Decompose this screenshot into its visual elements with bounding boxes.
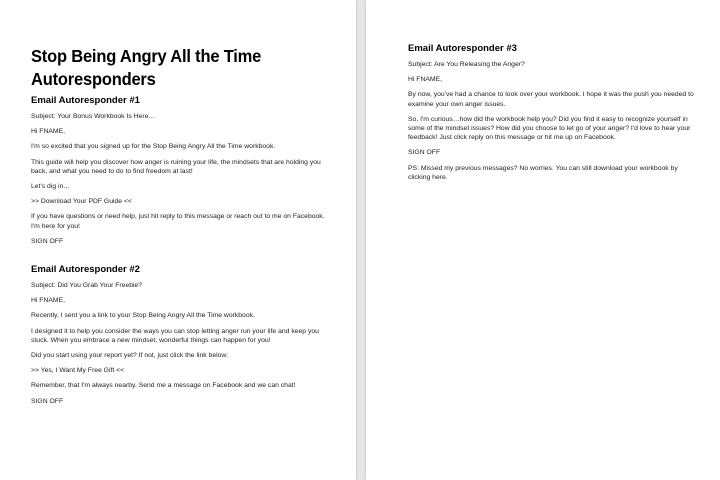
email-greeting: Hi FNAME, [31, 297, 65, 305]
email-signoff: SIGN OFF [31, 237, 64, 245]
email-paragraph: Did you start using your report yet? If not, just click the link below: [31, 352, 229, 360]
email-subject: Subject: Your Bonus Workbook Is Here… [31, 113, 156, 120]
email-subject: Subject: Are You Releasing the Anger? [408, 61, 525, 68]
email-greeting: Hi FNAME, [31, 128, 65, 136]
page-1-content [31, 46, 331, 418]
email-signoff: SIGN OFF [408, 149, 441, 157]
email-subject: Subject: Did You Grab Your Freebie? [31, 282, 143, 290]
email-paragraph: If you have questions or need help, just hit reply to this message or reach out to me on Facebook. I'm here for you! [31, 213, 325, 230]
email-paragraph: Let's dig in… [31, 183, 71, 191]
email-autoresponder-1 [31, 95, 331, 246]
email-postscript: PS: Missed my previous messages? No worries. You can still download your workbook by clicking here. [408, 164, 678, 181]
email-heading: Email Autoresponder #2 [31, 264, 140, 276]
email-autoresponder-3 [408, 43, 700, 182]
email-paragraph: Remember, that I'm always nearby. Send me a message on Facebook and we can chat! [31, 382, 296, 390]
email-paragraph: Recently, I sent you a link to your Stop Being Angry All the Time workbook. [31, 312, 255, 320]
email-autoresponder-2 [31, 264, 331, 406]
email-greeting: Hi FNAME, [408, 76, 442, 84]
document-title: Stop Being Angry All the Time Autoresponders [31, 47, 262, 90]
email-heading: Email Autoresponder #3 [408, 43, 517, 54]
email-gift-link: >> Yes, I Want My Free Gift << [31, 367, 125, 375]
email-paragraph: I designed it to help you consider the ways you can stop letting anger run your life and keep you stuck. When you embrace a new mindset, wonderful things can happen for you! [31, 327, 319, 344]
email-paragraph: So, I'm curious…how did the workbook help you? Did you find it easy to recognize yourself in some of the mindset issues? How did you choose to let go of your anger? I'd love to hear your feedback! Just click reply on this message or hit me up on Facebook. [408, 115, 691, 142]
email-download-link: >> Download Your PDF Guide << [31, 198, 132, 206]
email-paragraph: By now, you've had a chance to look over your workbook. I hope it was the push you needed to examine your own anger issues. [408, 91, 694, 108]
page-2-content [408, 43, 700, 194]
email-signoff: SIGN OFF [31, 397, 64, 405]
email-paragraph: This guide will help you discover how anger is ruining your life, the mindsets that are holding you back, and what you need to do to find freedom at last! [31, 158, 321, 175]
email-paragraph: I'm so excited that you signed up for the Stop Being Angry All the Time workbook. [31, 143, 276, 151]
email-heading: Email Autoresponder #1 [31, 95, 140, 106]
document-page-2 [366, 0, 720, 480]
document-page-1 [0, 0, 356, 480]
